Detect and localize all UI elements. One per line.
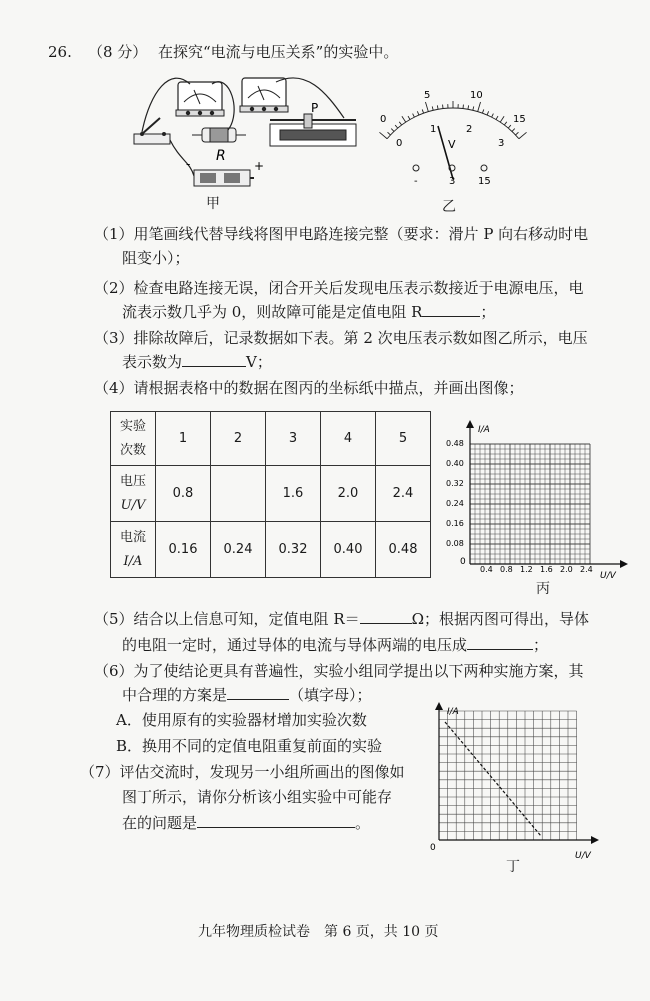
label-P: P [311,101,319,115]
y-tick: 0.08 [446,539,464,548]
x-tick: 1.2 [520,565,533,574]
graph-bing-yticks [446,439,464,548]
circuit-figure-jia [130,72,370,212]
graph-bing-ylabel: I/A [478,425,490,435]
x-tick: 2.0 [560,565,573,574]
label-plus: + [254,159,265,173]
caption-ding: 丁 [506,859,520,875]
table-cell: 0.40 [321,522,376,578]
dial-unit: V [448,138,456,151]
part5-line2 [122,633,548,657]
scale-bottom-1: 1 [430,124,437,135]
grid-line [482,109,483,113]
table-cell-voltage-blank[interactable] [211,466,266,522]
dial-arc [387,108,519,139]
question-points: （8 分） [88,43,148,61]
y-tick: 0.24 [446,499,464,508]
x-tick: 2.4 [580,565,593,574]
table-header-trial: 实验 次数 [111,412,156,466]
grid-line [473,106,474,110]
graph-bing-grid[interactable] [470,444,590,564]
grid-line [391,129,394,132]
grid-line [516,132,519,135]
dial-ticks [379,101,526,139]
part3-text-a: 表示数为 [122,353,183,371]
battery-icon [194,170,254,186]
table-row-voltage [111,466,431,522]
y-tick: 0.16 [446,519,464,528]
grid-line [519,132,527,138]
x-tick: 0.8 [500,565,513,574]
grid-line [413,114,415,118]
graph-ding-xlabel: U/V [575,851,591,861]
table-cell: 0.48 [376,522,431,578]
question-number: 26. [48,43,72,61]
part6-text-a: 中合理的方案是 [122,686,228,704]
table-cell: 0.32 [266,522,321,578]
table-cell: 1 [156,412,211,466]
grid-line [508,125,511,128]
graph-ding-origin: 0 [430,843,436,853]
grid-line [425,102,428,112]
grid-line [395,125,398,128]
terminal-minus: - [414,176,418,187]
table-cell: 2.4 [376,466,431,522]
graph-ding-line [445,722,541,836]
y-tick: 0.40 [446,459,464,468]
caption-bing: 丙 [536,581,550,597]
table-cell: 2.0 [321,466,376,522]
rheostat-icon [270,114,356,146]
part3-line2 [122,350,272,374]
voltmeter-dial-yi [368,84,538,196]
part7-line1: （7）评估交流时，发现另一小组所画出的图像如 [80,763,405,781]
scale-bottom-3: 3 [498,138,505,149]
answer-blank-2[interactable] [422,300,480,317]
switch-icon [134,118,170,144]
part7-text-b: 。 [355,814,371,832]
part6-text-b: （填字母）； [289,686,372,704]
scale-top-0: 0 [380,114,387,125]
part3-line1: （3）排除故障后，记录数据如下表。第 2 次电压表示数如图乙所示，电压 [94,329,588,347]
part5-text-d: ； [533,636,549,654]
part6-line2 [122,683,372,707]
scale-top-15: 15 [513,114,526,125]
grid-line [388,132,391,135]
part2-line2 [122,300,495,324]
answer-blank-3[interactable] [182,350,246,367]
label-minus: - [186,157,191,171]
grid-line [417,111,419,115]
grid-line [432,106,433,110]
answer-blank-5b[interactable] [467,633,533,650]
resistor-icon [192,128,246,142]
part7-line2: 图丁所示，请你分析该小组实验中可能存 [122,788,393,806]
grid-line [468,105,469,109]
table-cell: 5 [376,412,431,466]
grid-line [379,132,387,138]
y-tick: 0.48 [446,439,464,448]
scale-bottom-0: 0 [396,138,403,149]
page-footer: 九年物理质检试卷 第 6 页，共 10 页 [198,924,439,940]
grid-line [422,109,423,113]
ammeter-icon [176,82,224,116]
table-header-current: 电流 I/A [111,522,156,578]
caption-jia: 甲 [206,196,220,212]
table-cell: 0.8 [156,466,211,522]
part6-option-b: B．换用不同的定值电阻重复前面的实验 [116,737,383,755]
scale-top-10: 10 [470,90,483,101]
answer-blank-5a[interactable] [360,607,412,624]
part2-text-a: 流表示数几乎为 0，则故障可能是定值电阻 R [122,303,423,321]
caption-yi: 乙 [442,199,456,215]
data-table [110,411,431,578]
graph-bing-xlabel: U/V [600,571,616,581]
grid-line [408,116,410,119]
label-R: R [216,148,226,164]
part5-line1 [94,607,589,631]
table-cell: 2 [211,412,266,466]
terminal-3: 3 [449,176,456,187]
grid-line [512,129,515,132]
scale-bottom-2: 2 [466,124,473,135]
part5-text-c: 的电阻一定时，通过导体的电流与导体两端的电压成 [122,636,468,654]
graph-ding-ylabel: I/A [447,707,459,717]
part4-line1: （4）请根据表格中的数据在图丙的坐标纸中描点，并画出图像； [94,379,524,397]
grid-line [399,122,401,125]
table-row-current [111,522,431,578]
grid-line [437,105,438,109]
graph-bing-origin: 0 [460,557,466,567]
scale-top-5: 5 [424,90,431,101]
part3-text-b: V； [246,353,272,371]
part2-text-b: ； [480,303,496,321]
graph-bing-xticks [480,565,593,574]
part6-option-a: A．使用原有的实验器材增加实验次数 [116,711,367,729]
part7-text-a: 在的问题是 [122,814,198,832]
part7-line3 [122,811,370,835]
voltmeter-icon [240,78,288,112]
grid-line [492,114,494,118]
x-tick: 0.4 [480,565,493,574]
grid-line [478,102,481,112]
table-cell: 0.24 [211,522,266,578]
terminal-15: 15 [478,176,491,187]
part5-text-b: Ω；根据丙图可得出，导体 [411,610,590,628]
table-cell: 0.16 [156,522,211,578]
table-header-voltage: 电压 U/V [111,466,156,522]
answer-blank-6[interactable] [227,683,289,700]
graph-ding-grid [439,711,577,840]
graph-bing[interactable] [438,420,628,590]
graph-ding [425,700,605,870]
y-tick: 0.32 [446,479,464,488]
grid-line [496,116,498,119]
part5-text-a: （5）结合以上信息可知，定值电阻 R＝ [94,610,360,628]
table-cell: 4 [321,412,376,466]
question-intro: 在探究“电流与电压关系”的实验中。 [158,43,399,61]
table-cell: 1.6 [266,466,321,522]
part1-line2: 阻变小）； [122,249,190,267]
table-row-trials [111,412,431,466]
part2-line1: （2）检查电路连接无误，闭合开关后发现电压表示数接近于电源电压，电 [94,279,584,297]
grid-line [500,116,504,122]
table-cell: 3 [266,412,321,466]
answer-blank-7[interactable] [197,811,355,828]
part1-line1: （1）用笔画线代替导线将图甲电路连接完整（要求：滑片 P 向右移动时电 [94,225,589,243]
grid-line [487,111,489,115]
part6-line1: （6）为了使结论更具有普遍性，实验小组同学提出以下两种实施方案，其 [94,662,584,680]
x-tick: 1.6 [540,565,553,574]
grid-line [504,122,506,125]
grid-line [402,116,406,122]
